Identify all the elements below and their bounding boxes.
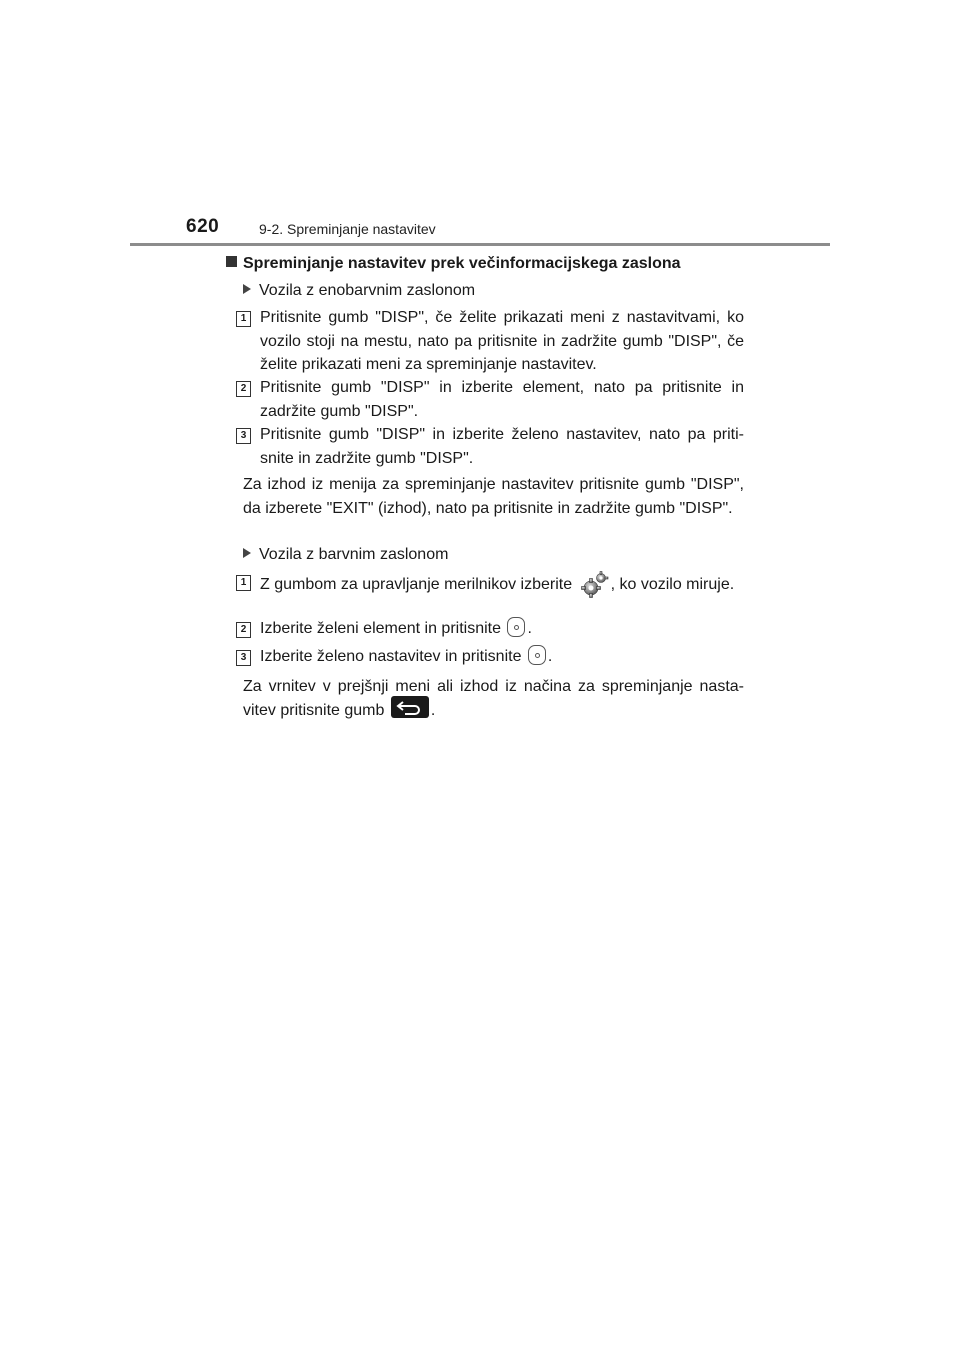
exit-note: Za izhod iz menija za spreminjanje nastavitev pritisnite gumb "DISP", da izberete "EXIT" (izhod), nato pa pritisnite in zadržite gumb "DISP". xyxy=(243,476,744,517)
step-text: Pritisnite gumb "DISP" in izberite želeno nastavitev, nato pa priti-snite in zadržite gumb "DISP". xyxy=(260,426,744,467)
step-badge: 2 xyxy=(236,381,251,397)
step-text: Pritisnite gumb "DISP" in izberite element, nato pa pritisnite in zadržite gumb "DISP". xyxy=(260,379,744,420)
step-badge: 2 xyxy=(236,622,251,638)
chapter-title: 9-2. Spreminjanje nastavitev xyxy=(259,221,436,237)
step-text: Z gumbom za upravljanje merilnikov izberite , ko vozilo miruje. xyxy=(260,570,744,600)
gear-icon xyxy=(579,570,609,600)
step-text: Izberite želeno nastavitev in pritisnite . xyxy=(260,645,744,669)
step-text: Pritisnite gumb "DISP", če želite prikazati meni z nastavitvami, ko vozilo stoji na mestu, nato pa pritisnite in zadržite gumb "DISP", če želite prikazati meni za spreminjanje nastavitev. xyxy=(260,309,744,373)
square-bullet-icon xyxy=(226,256,237,267)
step-badge: 3 xyxy=(236,650,251,666)
subheading-mono: Vozila z enobarvnim zaslonom xyxy=(243,282,475,300)
page-number: 620 xyxy=(186,216,220,237)
header-rule xyxy=(130,243,830,246)
triangle-bullet-icon xyxy=(243,548,251,558)
step-text: Izberite želeni element in pritisnite . xyxy=(260,617,744,641)
step-badge: 1 xyxy=(236,311,251,327)
step-badge: 3 xyxy=(236,428,251,444)
back-button-icon xyxy=(391,696,429,718)
enter-button-icon xyxy=(507,617,525,637)
section-heading: Spreminjanje nastavitev prek večinformacijskega zaslona xyxy=(226,255,681,273)
back-note: Za vrnitev v prejšnji meni ali izhod iz načina za spreminjanje nasta-vitev pritisnite gumb . xyxy=(243,678,744,719)
step-badge: 1 xyxy=(236,575,251,591)
triangle-bullet-icon xyxy=(243,284,251,294)
subheading-color: Vozila z barvnim zaslonom xyxy=(243,546,448,564)
enter-button-icon xyxy=(528,645,546,665)
